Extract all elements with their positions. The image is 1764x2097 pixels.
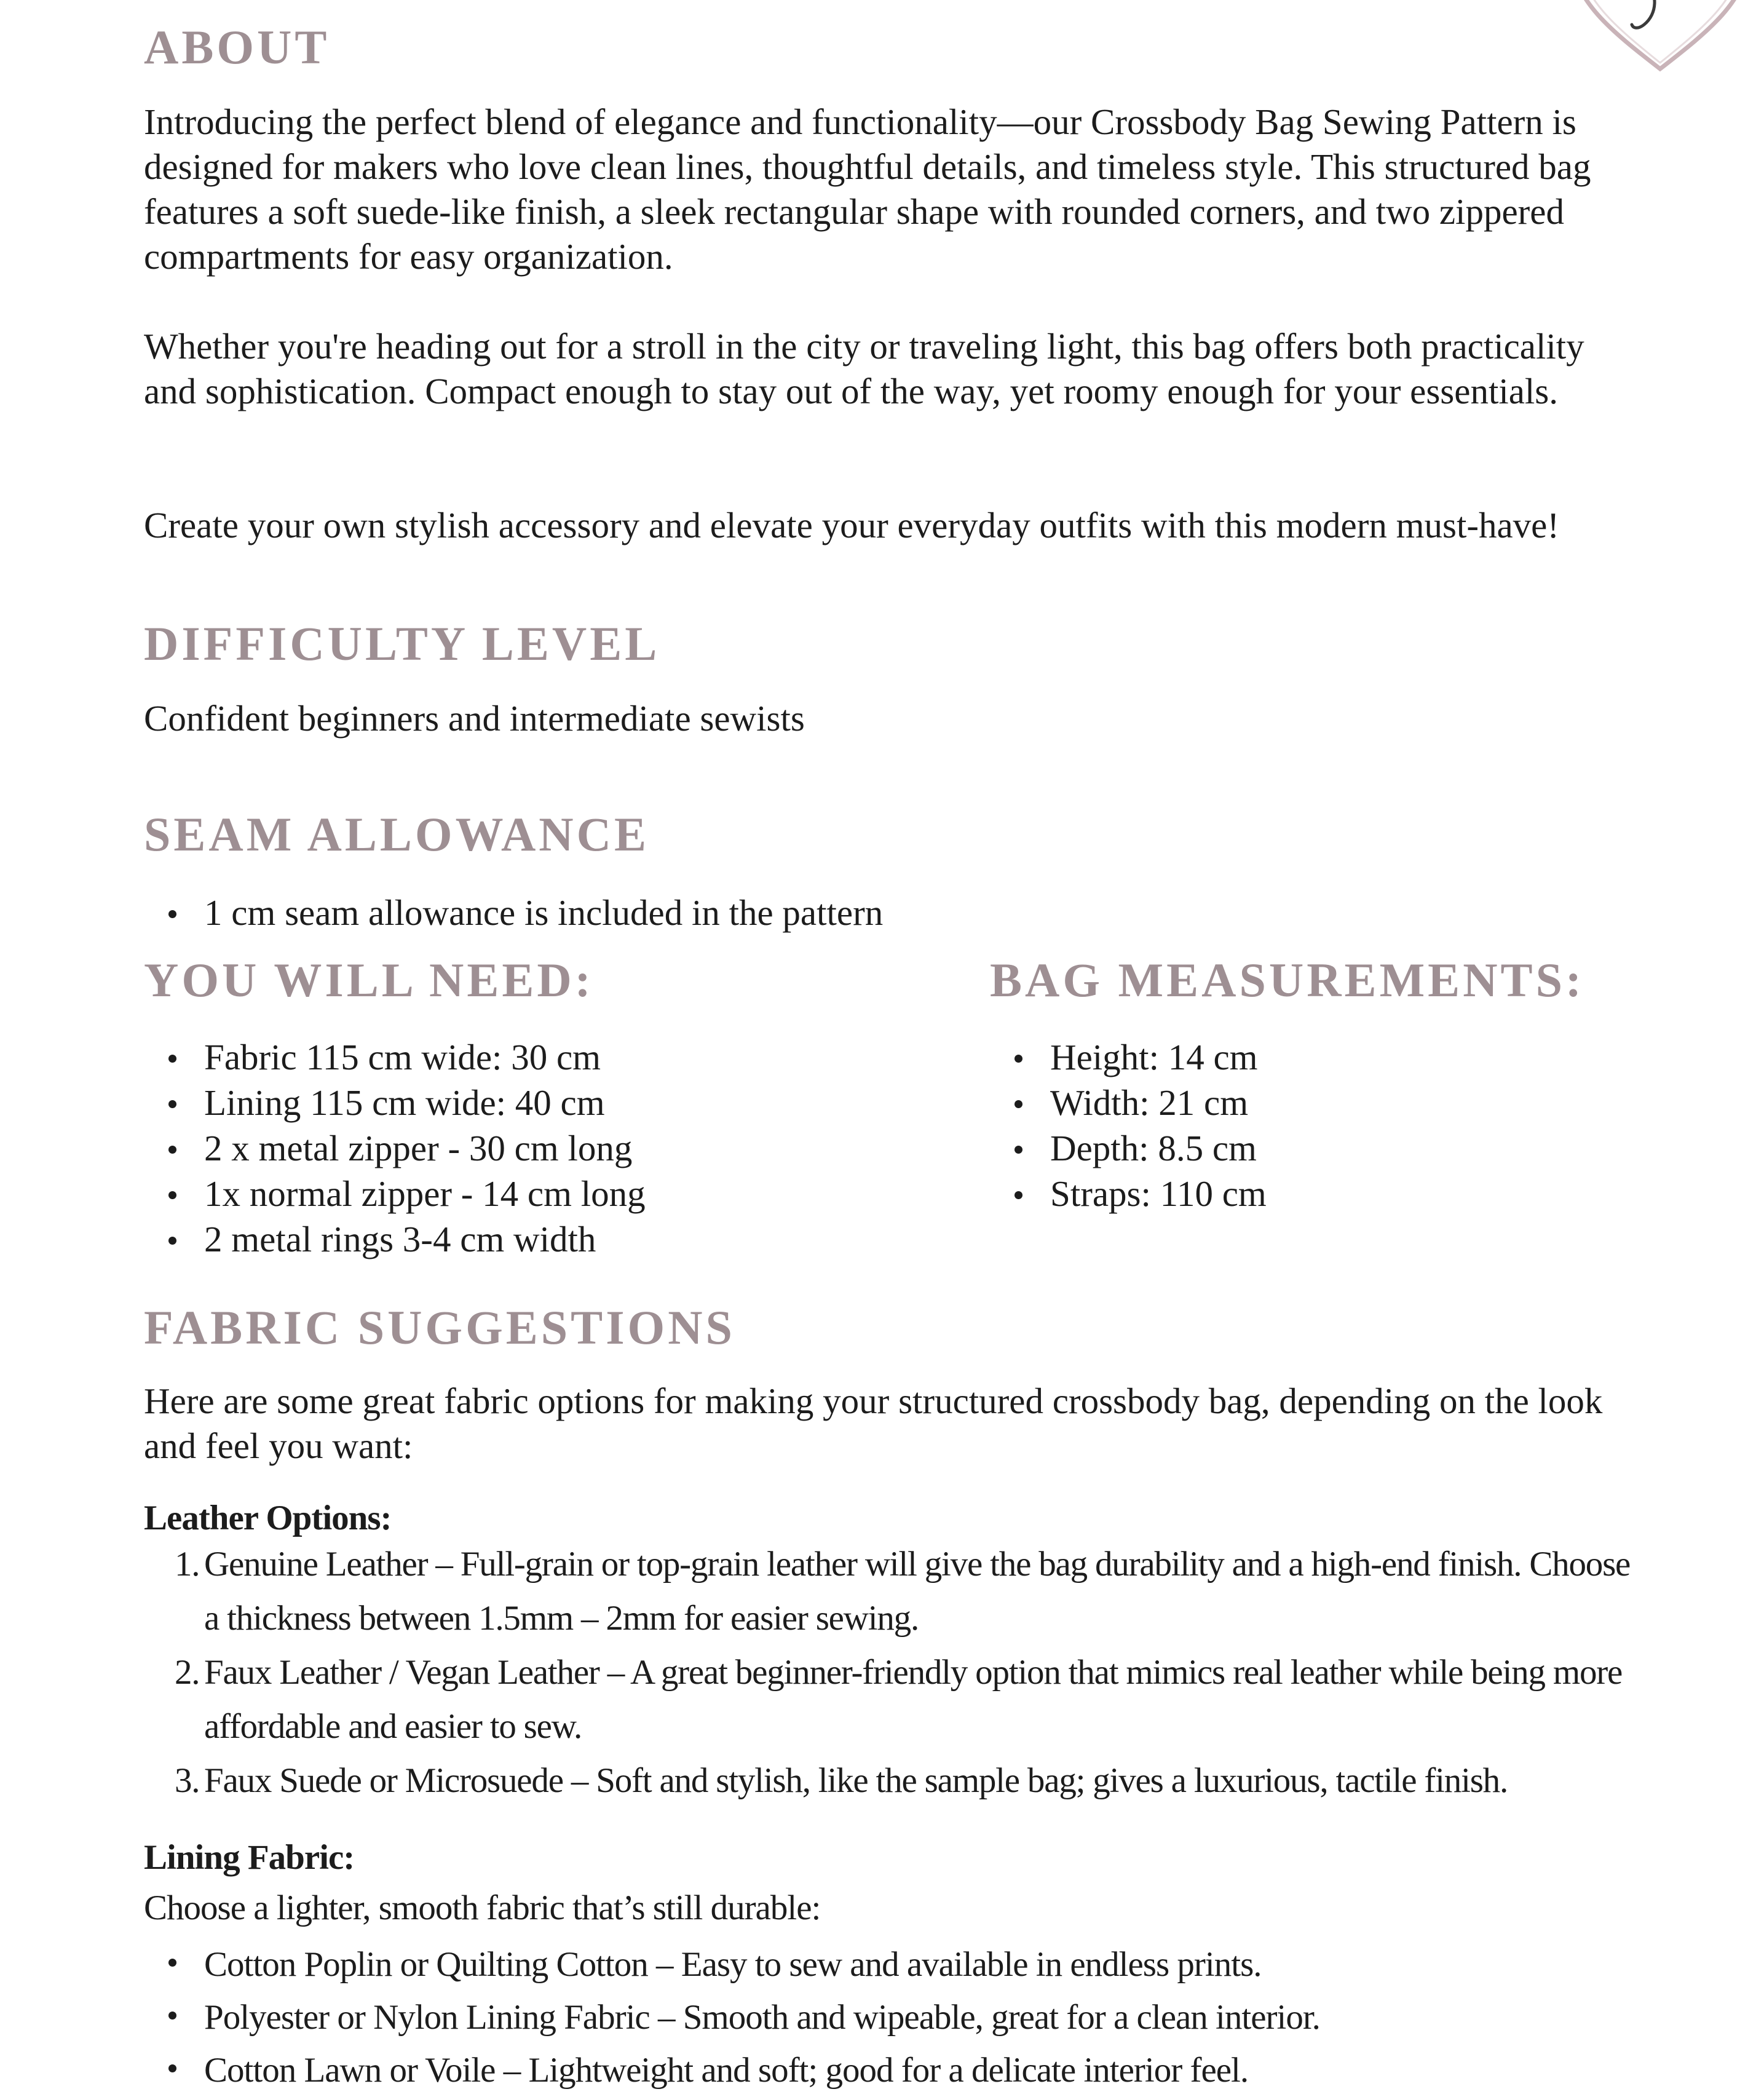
list-item: Straps: 110 cm [990, 1171, 1267, 1216]
list-item-text: Faux Suede or Microsuede – Soft and stylish, like the sample bag; gives a luxurious, tactile finish. [204, 1761, 1508, 1800]
list-item [144, 1754, 1644, 1808]
difficulty-text: Confident beginners and intermediate sewists [144, 698, 805, 739]
you-will-need-heading: YOU WILL NEED: [144, 953, 594, 1007]
list-item: Lining 115 cm wide: 40 cm [144, 1080, 646, 1125]
list-item: Cotton Poplin or Quilting Cotton – Easy to sew and available in endless prints. [144, 1938, 1320, 1991]
fabric-suggestions-intro: Here are some great fabric options for making your structured crossbody bag, depending on the look and feel you want: [144, 1381, 1603, 1466]
list-item: Depth: 8.5 cm [990, 1125, 1267, 1171]
list-item [144, 1646, 1644, 1754]
fabric-suggestions-heading: FABRIC SUGGESTIONS [144, 1301, 735, 1354]
seam-allowance-list [144, 890, 883, 935]
list-item-number: 1. [175, 1545, 200, 1584]
list-item: Cotton Lawn or Voile – Lightweight and soft; good for a delicate interior feel. [144, 2044, 1320, 2097]
about-paragraph-1: Introducing the perfect blend of elegance and functionality—our Crossbody Bag Sewing Pattern is designed for makers who love clean lines, thoughtful details, and timeless style. This structured bag features a soft suede-like finish, a sleek rectangular shape with rounded corners, and two zippered compartments for easy organization. [144, 101, 1591, 277]
list-item: Fabric 115 cm wide: 30 cm [144, 1034, 646, 1080]
difficulty-heading: DIFFICULTY LEVEL [144, 617, 660, 670]
list-item-number: 2. [175, 1653, 200, 1692]
list-item-text: Faux Leather / Vegan Leather – A great beginner-friendly option that mimics real leather while being more affordable and easier to sew. [204, 1653, 1623, 1746]
list-item: Height: 14 cm [990, 1034, 1267, 1080]
lining-fabric-intro: Choose a lighter, smooth fabric that’s still durable: [144, 1889, 821, 1927]
list-item: 1 cm seam allowance is included in the pattern [144, 890, 883, 935]
you-will-need-list [144, 1034, 646, 1262]
bag-measurements-list [990, 1034, 1267, 1216]
leather-options-title: Leather Options: [144, 1499, 392, 1537]
heart-logo-icon [1568, 0, 1752, 74]
about-heading: ABOUT [144, 20, 330, 74]
list-item-text: Genuine Leather – Full-grain or top-grain leather will give the bag durability and a high-end finish. Choose a thickness between 1.5mm – 2mm for easier sewing. [204, 1545, 1631, 1638]
list-item: 1x normal zipper - 14 cm long [144, 1171, 646, 1216]
list-item: 2 metal rings 3-4 cm width [144, 1216, 646, 1262]
leather-options-list [144, 1537, 1644, 1808]
bag-measurements-heading: BAG MEASUREMENTS: [990, 953, 1584, 1007]
lining-fabric-title: Lining Fabric: [144, 1838, 355, 1877]
list-item: Width: 21 cm [990, 1080, 1267, 1125]
list-item: 2 x metal zipper - 30 cm long [144, 1125, 646, 1171]
lining-fabric-list [144, 1938, 1320, 2097]
seam-allowance-heading: SEAM ALLOWANCE [144, 807, 649, 861]
list-item [144, 1537, 1644, 1646]
about-paragraph-2: Whether you're heading out for a stroll in the city or traveling light, this bag offers both practicality and sophistication. Compact enough to stay out of the way, yet roomy enough for your essentials. [144, 326, 1584, 411]
list-item: Polyester or Nylon Lining Fabric – Smooth and wipeable, great for a clean interior. [144, 1991, 1320, 2044]
about-paragraph-3: Create your own stylish accessory and elevate your everyday outfits with this modern must-have! [144, 505, 1560, 545]
list-item-number: 3. [175, 1761, 200, 1800]
